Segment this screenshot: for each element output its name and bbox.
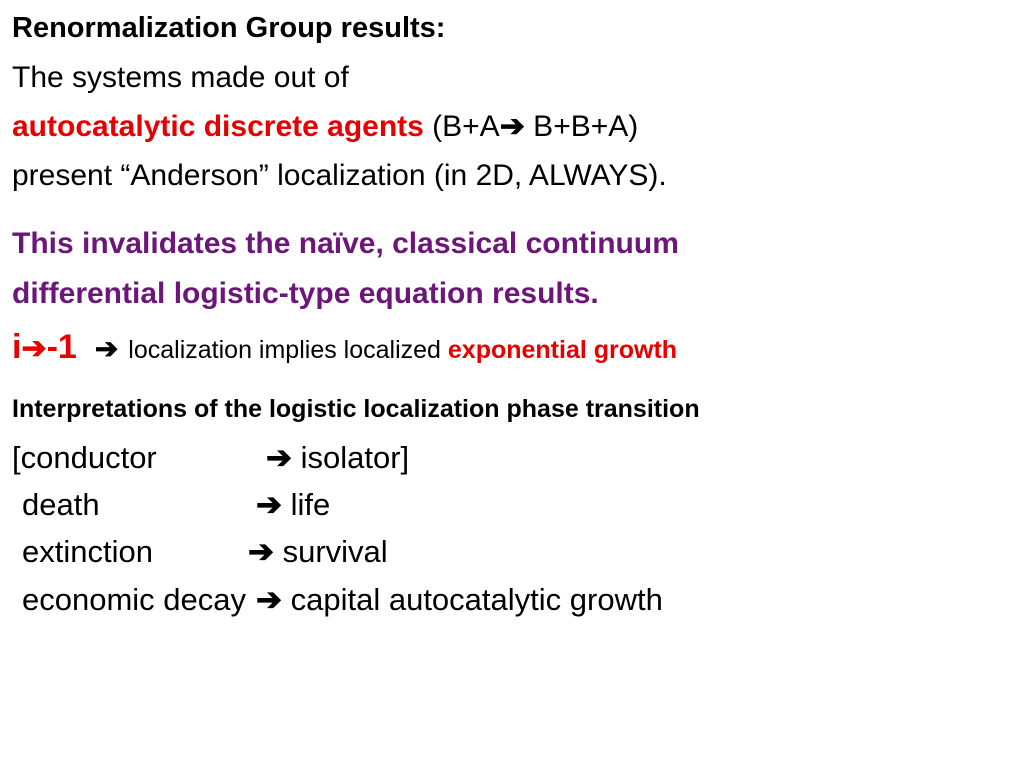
interpretations-heading: Interpretations of the logistic localization phase transition — [12, 395, 700, 423]
list-item — [266, 440, 409, 476]
list-item-left: death — [22, 487, 100, 522]
implication-text: localization implies localized — [128, 336, 448, 364]
list-item-right: life — [281, 487, 331, 522]
reaction-lhs: (B+A — [423, 110, 500, 143]
list-item-right: survival — [273, 534, 388, 569]
list-item-left: [conductor — [12, 440, 157, 475]
list-item — [22, 582, 663, 618]
present-line: present “Anderson” localization (in 2D, ALWAYS). — [12, 159, 667, 192]
list-item-left: economic decay — [22, 582, 247, 617]
right-arrow-icon: ➔ — [256, 582, 282, 617]
right-arrow-icon: ➔ — [499, 110, 525, 143]
heading: Renormalization Group results: — [12, 12, 446, 44]
right-arrow-icon: ➔ — [266, 440, 292, 475]
reaction-rhs: B+B+A) — [524, 110, 639, 143]
list-item — [22, 487, 100, 523]
right-arrow-icon: ➔ — [21, 332, 47, 365]
list-item-right: isolator] — [291, 440, 410, 475]
invalidates-line-2: differential logistic-type equation results. — [12, 277, 599, 310]
agents-emphasis: autocatalytic discrete agents — [12, 110, 424, 143]
right-arrow-icon: ➔ — [248, 534, 274, 569]
list-item — [248, 534, 388, 570]
right-arrow-icon: ➔ — [256, 487, 282, 522]
list-item — [12, 440, 157, 476]
right-arrow-icon: ➔ — [94, 333, 119, 364]
implication-i: i — [12, 328, 22, 366]
agents-line — [12, 112, 638, 142]
list-item — [22, 534, 153, 570]
list-item — [256, 487, 330, 523]
implication-minus-one: -1 — [46, 328, 77, 366]
invalidates-line-1: This invalidates the naïve, classical continuum — [12, 227, 679, 260]
implication-emphasis: exponential growth — [447, 336, 678, 364]
list-item-right: capital autocatalytic growth — [282, 582, 663, 617]
systems-line: The systems made out of — [12, 61, 349, 94]
list-item-left: extinction — [22, 534, 153, 569]
implication-line — [12, 330, 677, 364]
